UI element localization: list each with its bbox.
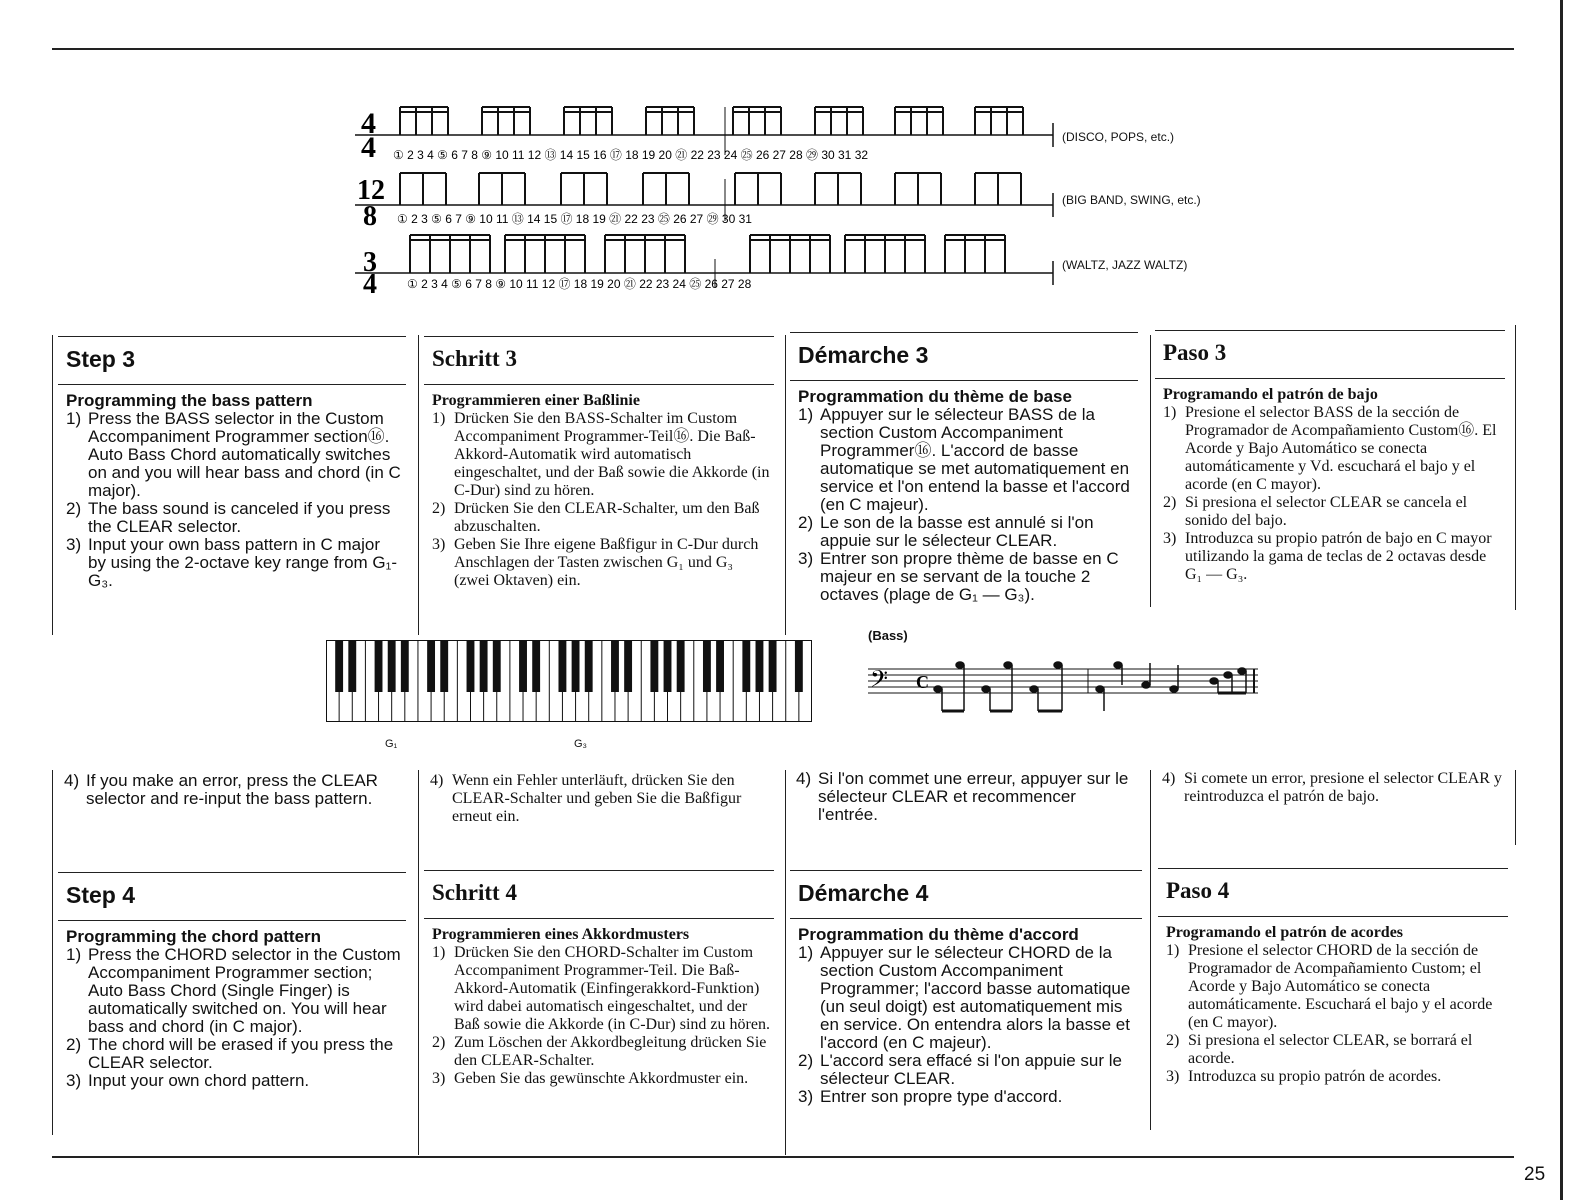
black-key [585, 640, 593, 692]
list-item: 1) Drücken Sie den CHORD-Schalter im Custom Accompaniment Programmer-Teil. Die Baß-Akkord-Automatik (Einfingerakkord-Funktion) wird dabei automatisch eingeschaltet, und der Baß sowie die Akkorde (in C-Dur) sind zu hören. [432, 944, 770, 1033]
rhythm-row-128 [355, 173, 1053, 232]
step3-fr-item4: 4) Si l'on commet une erreur, appuyer sur le sélecteur CLEAR et recommencer l'entrée. [796, 769, 1129, 824]
list-item: 2) The bass sound is canceled if you press the CLEAR selector. [66, 499, 391, 536]
step4-es [1158, 868, 1508, 1128]
section-subtitle: Programmation du thème d'accord [798, 925, 1079, 944]
black-key [611, 640, 619, 692]
black-key [756, 640, 764, 692]
step4-de [424, 870, 774, 1150]
step3-en-item4: 4) If you make an error, press the CLEAR selector and re-input the bass pattern. [64, 771, 378, 808]
step3-de [424, 336, 774, 616]
instruction-list [798, 944, 1138, 1106]
step3-en [58, 336, 406, 616]
black-key [624, 640, 632, 692]
list-item: 1) Presione el selector BASS de la sección de Programador de Acompañamiento Custom⑯. El Acorde y Bajo Automático se conecta automáticamente y Vd. escuchará el bajo y el acorde (en C mayor). [1163, 404, 1497, 493]
section-title: Schritt 4 [432, 880, 517, 905]
black-key [348, 640, 356, 692]
instruction-list [66, 946, 402, 1090]
list-item: 1) Presione el selector CHORD de la sección de Programador de Acompañamiento Custom; el Acorde y Bajo Automático se conecta automáticamente. Escuchará el bajo y el acorde (en C mayor). [1166, 942, 1493, 1031]
list-item: 3) Entrer son propre thème de basse en C majeur en se servant de la touche 2 octaves (plage de G₁ — G₃). [798, 549, 1119, 604]
bass-staff [868, 645, 1268, 715]
section-subtitle: Programming the chord pattern [66, 927, 322, 946]
beat-counts: ① 2 3 4 ⑤ 6 7 8 ⑨ 10 11 12 ⑰ 18 19 20 ㉑ 22 23 24 ㉕ 26 27 28 [407, 277, 752, 291]
rhythm-label-waltz: (WALTZ, JAZZ WALTZ) [1062, 258, 1188, 272]
step3-de-item4: 4) Wenn ein Fehler unterläuft, drücken Sie den CLEAR-Schalter und geben Sie die Baßfigur erneut ein. [430, 772, 742, 825]
list-item: 1) Press the BASS selector in the Custom Accompaniment Programmer section⑯. Auto Bass Chord automatically switches on and you will hear bass and chord (in C major). [66, 409, 401, 500]
step4-en [58, 872, 406, 1132]
section-subtitle: Programming the bass pattern [66, 391, 313, 410]
list-item: 3) Entrer son propre type d'accord. [798, 1087, 1063, 1106]
section-title: Step 4 [66, 882, 136, 908]
black-key [703, 640, 711, 692]
black-key [480, 640, 488, 692]
list-item: 2) Si presiona el selector CLEAR se cancela el sonido del bajo. [1163, 494, 1468, 529]
time-sig-top: 3 [363, 247, 377, 278]
instruction-list [1163, 404, 1501, 584]
column-divider [785, 335, 786, 635]
instruction-list [432, 410, 770, 590]
black-key [467, 640, 475, 692]
column-divider [1150, 770, 1151, 1130]
column-divider [52, 335, 53, 635]
time-sig-bottom: 4 [363, 269, 377, 295]
black-key [558, 640, 566, 692]
list-item: 2) The chord will be erased if you press the CLEAR selector. [66, 1035, 394, 1072]
section-title: Paso 3 [1163, 340, 1227, 365]
list-item: 2) Si presiona el selector CLEAR, se borrará el acorde. [1166, 1032, 1473, 1067]
list-item: 3) Introduzca su propio patrón de bajo en C mayor utilizando la gama de teclas de 2 octavas desde G₁ — G₃. [1163, 530, 1492, 583]
black-key [742, 640, 750, 692]
instruction-list [1166, 942, 1504, 1086]
time-sig-bottom: 4 [361, 131, 376, 164]
black-key [375, 640, 383, 692]
section-title: Schritt 3 [432, 346, 517, 371]
black-key [532, 640, 540, 692]
column-divider [418, 335, 419, 635]
section-title: Step 3 [66, 346, 136, 372]
column-divider [1150, 335, 1151, 607]
common-time-icon: C [916, 672, 929, 692]
black-key [401, 640, 409, 692]
instruction-list [432, 944, 770, 1088]
rhythm-row-44 [355, 107, 1053, 164]
keyboard-illustration [326, 640, 812, 722]
page-edge [1560, 0, 1563, 1200]
black-key [650, 640, 658, 692]
instruction-list [798, 406, 1134, 604]
section-title: Démarche 3 [798, 342, 929, 368]
step3-fr [790, 332, 1138, 612]
key-label-g1: G₁ [385, 738, 398, 750]
list-item: 3) Introduzca su propio patrón de acordes. [1166, 1068, 1442, 1085]
page-number: 25 [1524, 1164, 1546, 1185]
list-item: 3) Geben Sie Ihre eigene Baßfigur in C-Dur durch Anschlagen der Tasten zwischen G₁ und G₃ (zwei Oktaven) ein. [432, 536, 759, 589]
column-divider [418, 770, 419, 1155]
black-key [427, 640, 435, 692]
section-title: Paso 4 [1166, 878, 1230, 903]
black-key [795, 640, 803, 692]
list-item: 2) Le son de la basse est annulé si l'on appuie sur le sélecteur CLEAR. [798, 513, 1094, 550]
list-item: 1) Press the CHORD selector in the Custom Accompaniment Programmer section; Auto Bass Chord (Single Finger) is automatically switched on. You will hear bass and chord (in C major). [66, 945, 401, 1036]
column-divider [785, 770, 786, 1155]
section-subtitle: Programmieren einer Baßlinie [432, 392, 640, 409]
column-divider [1515, 770, 1516, 845]
list-item: 3) Input your own bass pattern in C major by using the 2-octave key range from G₁-G₃. [66, 535, 398, 590]
section-title: Démarche 4 [798, 880, 929, 906]
list-item: 2) Drücken Sie den CLEAR-Schalter, um den Baß abzuschalten. [432, 500, 760, 535]
column-divider [52, 770, 53, 1135]
list-item: 3) Input your own chord pattern. [66, 1071, 310, 1090]
step3-es [1155, 330, 1505, 610]
black-key [769, 640, 777, 692]
rhythm-label-disco: (DISCO, POPS, etc.) [1062, 130, 1175, 144]
black-key [572, 640, 580, 692]
step3-es-item4: 4) Si comete un error, presione el selector CLEAR y reintroduzca el patrón de bajo. [1162, 770, 1502, 805]
beat-counts: ① 2 3 ⑤ 6 7 ⑨ 10 11 ⑬ 14 15 ⑰ 18 19 ㉑ 22 23 ㉕ 26 27 ㉙ 30 31 [397, 212, 752, 226]
column-divider [1515, 325, 1516, 610]
black-key [716, 640, 724, 692]
bottom-rule [52, 1156, 1514, 1158]
list-item: 1) Appuyer sur le sélecteur BASS de la section Custom Accompaniment Programmer⑯. L'accord de basse automatique se met automatiquement en service et l'on entend la basse et l'accord (en C majeur). [798, 405, 1130, 514]
list-item: 1) Appuyer sur le sélecteur CHORD de la section Custom Accompaniment Programmer; l'accord basse automatique (un seul doigt) est automatiquement mis en service. On entendra alors la basse et l'accord (en C majeur). [798, 943, 1131, 1052]
time-sig-top: 12 [357, 175, 385, 206]
bass-staff-label: (Bass) [868, 628, 908, 643]
bass-clef-icon: 𝄢 [870, 665, 889, 698]
key-label-g3: G₃ [574, 738, 588, 750]
list-item: 3) Geben Sie das gewünschte Akkordmuster ein. [432, 1070, 749, 1087]
black-key [493, 640, 501, 692]
instruction-list [66, 410, 402, 590]
black-key [664, 640, 672, 692]
black-key [335, 640, 343, 692]
beat-counts: ① 2 3 4 ⑤ 6 7 8 ⑨ 10 11 12 ⑬ 14 15 16 ⑰ 18 19 20 ㉑ 22 23 24 ㉕ 26 27 28 ㉙ 30 31 32 [393, 148, 869, 162]
black-key [519, 640, 527, 692]
rhythm-row-34 [355, 235, 1053, 295]
section-subtitle: Programando el patrón de acordes [1166, 924, 1404, 941]
time-sig-top: 4 [361, 107, 376, 140]
list-item: 2) Zum Löschen der Akkordbegleitung drücken Sie den CLEAR-Schalter. [432, 1034, 767, 1069]
section-subtitle: Programando el patrón de bajo [1163, 386, 1378, 403]
rhythm-label-bigband: (BIG BAND, SWING, etc.) [1062, 193, 1201, 207]
time-sig-bottom: 8 [363, 201, 377, 232]
black-key [440, 640, 448, 692]
black-key [677, 640, 685, 692]
section-subtitle: Programmation du thème de base [798, 387, 1072, 406]
list-item: 1) Drücken Sie den BASS-Schalter im Custom Accompaniment Programmer-Teil⑯. Die Baß-Akkord-Automatik wird automatisch eingeschaltet, und der Baß sowie die Akkorde (in C-Dur) sind zu hören. [432, 410, 770, 499]
step4-fr [790, 870, 1142, 1140]
section-subtitle: Programmieren eines Akkordmusters [432, 926, 690, 943]
list-item: 2) L'accord sera effacé si l'on appuie sur le sélecteur CLEAR. [798, 1051, 1122, 1088]
black-key [388, 640, 396, 692]
top-rule [52, 48, 1514, 50]
